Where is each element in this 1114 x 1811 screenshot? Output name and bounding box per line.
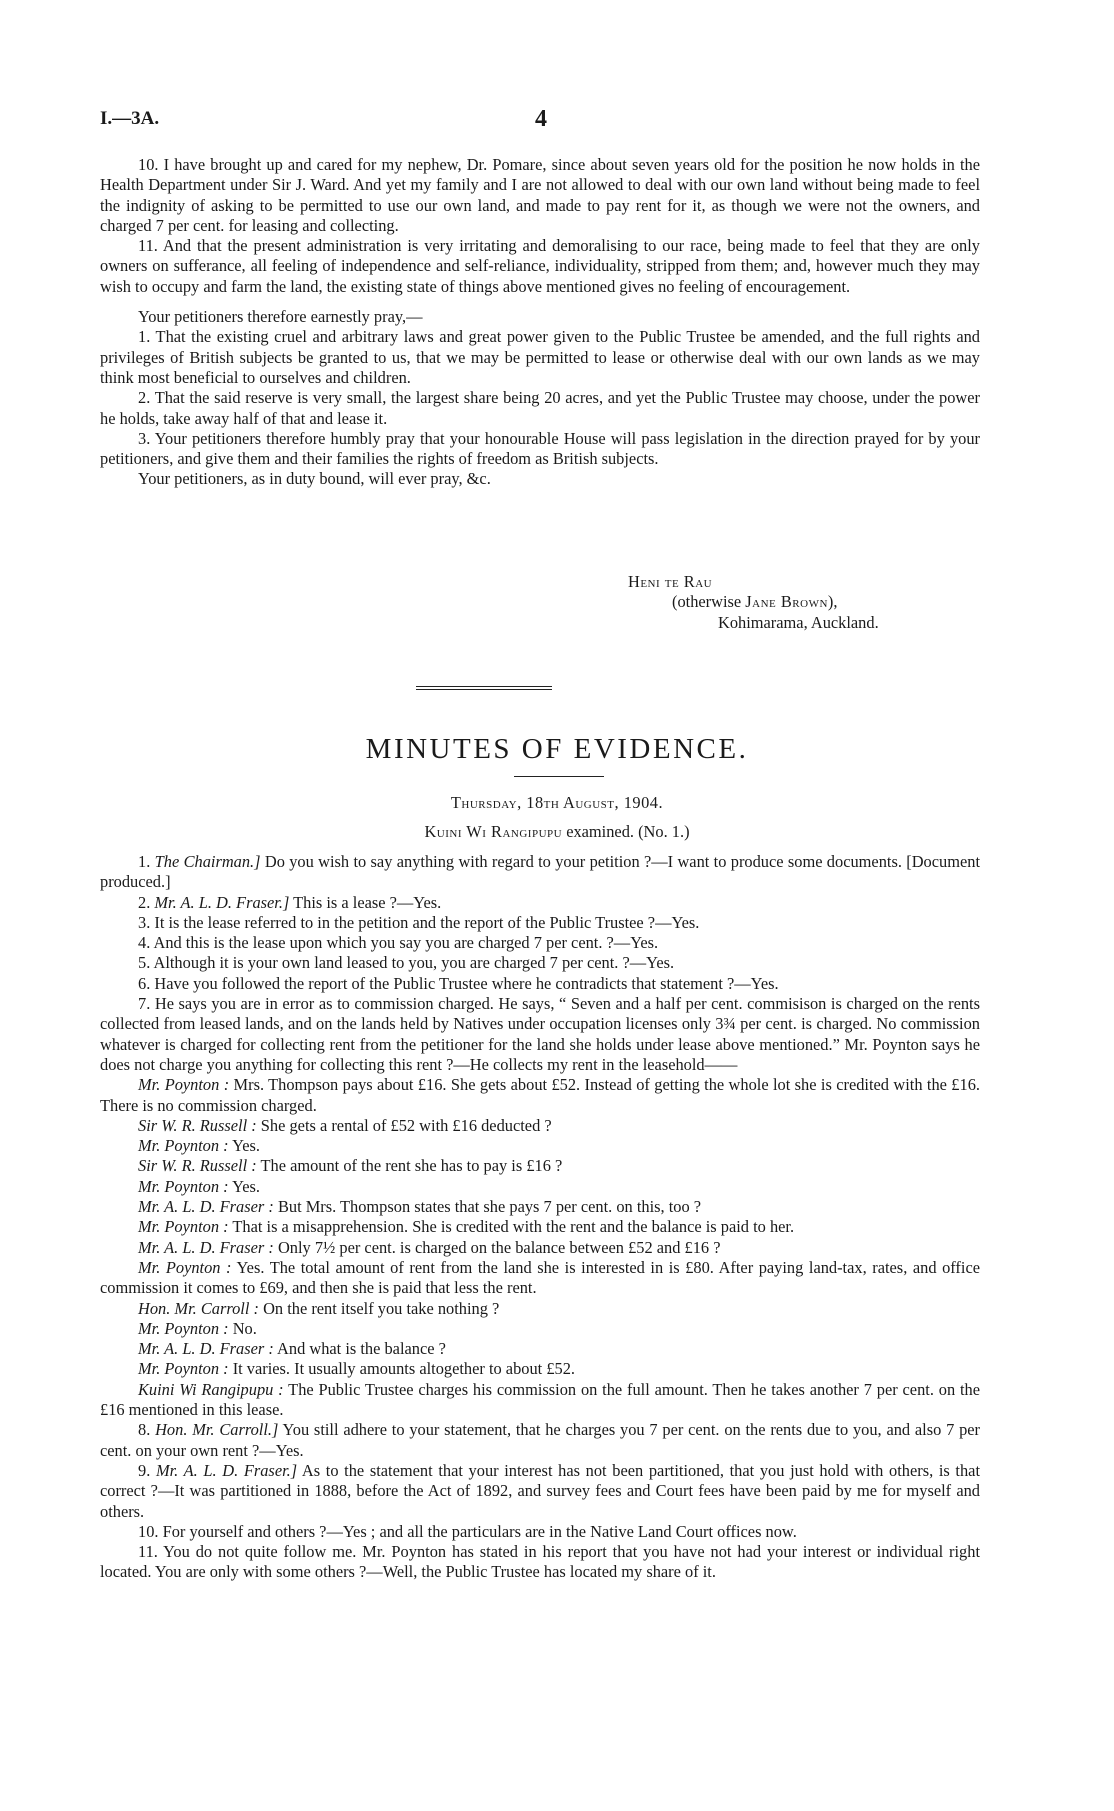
speaker-label: The Chairman.] [154,852,261,871]
speaker-label: Mr. Poynton : [138,1318,229,1338]
evidence-line: 11. You do not quite follow me. Mr. Poynton has stated in his report that you have not had your interest or individual right located. You are only with some others ?—Well, the Public Trustee has located my share of it. [100,1542,980,1582]
petition-paragraph-10: 10. I have brought up and cared for my nephew, Dr. Pomare, since about seven years old for the position he now holds in the Health Department under Sir J. Ward. And yet my family and I are not allowed to deal with our own land without being made to feel the indignity of asking to be permitted to use our own land, and made to pay rent for it, as though we were not the owners, and charged 7 per cent. for leasing and collecting. [100,155,980,235]
title-underline [514,776,604,777]
evidence-line: Sir W. R. Russell : She gets a rental of £52 with £16 deducted ? [138,1115,552,1135]
signatory-place: Kohimarama, Auckland. [718,612,879,632]
speaker-label: Kuini Wi Rangipupu : [138,1379,284,1399]
speaker-label: Mr. Poynton : [138,1075,230,1095]
evidence-line: Mr. Poynton : Mrs. Thompson pays about £16. She gets about £52. Instead of getting the whole lot she is credited with the £16. There is no commission charged. [100,1075,980,1115]
evidence-line: Mr. Poynton : That is a misapprehension. She is credited with the rent and the balance is paid to her. [138,1217,795,1237]
speaker-label: Mr. A. L. D. Fraser : [138,1339,274,1359]
speaker-label: Mr. Poynton : [138,1217,229,1237]
evidence-line: 6. Have you followed the report of the Public Trustee where he contradicts that statement ?—Yes. [138,973,779,993]
page-header [100,108,1014,138]
page-number: 4 [535,106,547,132]
evidence-body [100,852,980,1583]
section-title: MINUTES OF EVIDENCE. [365,733,749,765]
evidence-line: Mr. Poynton : Yes. The total amount of rent from the land she is interested in is £80. After paying land-tax, rates, and office commission it comes to £69, and then she is paid that less the rent. [100,1257,980,1298]
evidence-line: Hon. Mr. Carroll : On the rent itself you take nothing ? [138,1298,500,1318]
speaker-label: Mr. Poynton : [138,1359,229,1379]
evidence-line: Mr. A. L. D. Fraser : Only 7½ per cent. is charged on the balance between £52 and £16 ? [138,1237,721,1257]
signatory-alias: (otherwise Jane Brown), [672,592,838,612]
evidence-line: 9. Mr. A. L. D. Fraser.] As to the statement that your interest has not been partitioned, that you just hold with others, is that correct ?—It was partitioned in 1888, before the Act of 1892, and survey fees and Court fees have been paid by me for myself and others. [100,1460,980,1521]
speaker-label: Mr. A. L. D. Fraser : [138,1197,274,1217]
speaker-label: Mr. A. L. D. Fraser.] [154,892,290,912]
evidence-line: 8. Hon. Mr. Carroll.] You still adhere to your statement, that he charges you 7 per cent. on the rents due to you, and also 7 per cent. on your own rent ?—Yes. [100,1420,981,1460]
speaker-label: Hon. Mr. Carroll.] [155,1420,279,1440]
section-divider [416,686,552,692]
document-reference: I.—3A. [100,108,160,129]
prayer-item-1: 1. That the existing cruel and arbitrary laws and great power given to the Public Trustee be amended, and the full rights and privileges of British subjects be granted to us, that we may be permitted to lease or otherwise deal with our own lands as we may think most beneficial to ourselves and children. [100,327,980,387]
prayer-item-3: 3. Your petitioners therefore humbly pray that your honourable House will pass legislation in the direction prayed for by your petitioners, and give them and their families the rights of freedom as British subjects. [100,428,980,469]
speaker-label: Mr. Poynton : [138,1257,232,1277]
session-date: Thursday, 18th August, 1904. [450,793,664,812]
evidence-line: 10. For yourself and others ?—Yes ; and all the particulars are in the Native Land Court offices now. [138,1521,797,1541]
prayer-intro: Your petitioners therefore earnestly pray,— [138,307,423,327]
speaker-label: Mr. A. L. D. Fraser : [138,1237,274,1257]
prayer-item-2: 2. That the said reserve is very small, the largest share being 20 acres, and yet the Public Trustee may choose, under the power he holds, take away half of that and lease it. [100,388,980,428]
speaker-label: Mr. A. L. D. Fraser.] [155,1460,298,1480]
closing-line: Your petitioners, as in duty bound, will ever pray, &c. [138,469,491,489]
speaker-label: Sir W. R. Russell : [138,1115,257,1135]
speaker-label: Hon. Mr. Carroll : [138,1298,259,1318]
signature-block [100,572,980,633]
signatory-name: Heni te Rau [628,572,713,591]
witness-heading: Kuini Wi Rangipupu examined. (No. 1.) [424,822,690,841]
petition-paragraph-11: 11. And that the present administration is very irritating and demoralising to our race, being made to feel that they are only owners on sufferance, all feeling of independence and self-reliance, individuality, stripped from them; and, however much they may wish to occupy and farm the land, the existing state of things above mentioned gives no feeling of encouragement. [100,236,980,296]
petition-body [100,155,980,490]
evidence-line: Mr. Poynton : It varies. It usually amounts altogether to about £52. [138,1359,575,1379]
evidence-line: 1. The Chairman.] Do you wish to say anything with regard to your petition ?—I want to produce some documents. [Document produced.] [100,852,980,892]
evidence-line: Sir W. R. Russell : The amount of the rent she has to pay is £16 ? [138,1156,563,1176]
evidence-line: Mr. A. L. D. Fraser : And what is the balance ? [138,1339,446,1359]
evidence-line: Mr. Poynton : Yes. [138,1136,261,1156]
speaker-label: Mr. Poynton : [138,1136,229,1156]
evidence-line: Mr. A. L. D. Fraser : But Mrs. Thompson states that she pays 7 per cent. on this, too ? [138,1197,702,1217]
evidence-line: Kuini Wi Rangipupu : The Public Trustee charges his commission on the full amount. Then he takes another 7 per cent. on the £16 mentioned in this lease. [100,1379,980,1420]
evidence-line: 4. And this is the lease upon which you say you are charged 7 per cent. ?—Yes. [138,933,659,953]
evidence-line: 2. Mr. A. L. D. Fraser.] This is a lease ?—Yes. [138,892,442,912]
speaker-label: Sir W. R. Russell : [138,1156,257,1176]
evidence-line: 5. Although it is your own land leased to you, you are charged 7 per cent. ?—Yes. [138,953,675,973]
evidence-line: Mr. Poynton : Yes. [138,1176,261,1196]
evidence-line: 3. It is the lease referred to in the petition and the report of the Public Trustee ?—Yes. [138,912,700,932]
evidence-line: 7. He says you are in error as to commission charged. He says, “ Seven and a half per cent. commisison is charged on the rents collected from leased lands, and on the lands held by Natives under occupation licenses only 3¾ per cent. is charged. No commission whatever is charged for collecting rent from the petitioner for the land she holds under lease above mentioned.” Mr. Poynton says he does not charge you anything for collecting this rent ?—He collects my rent in the leasehold—— [100,994,980,1074]
speaker-label: Mr. Poynton : [138,1176,229,1196]
evidence-line: Mr. Poynton : No. [138,1318,257,1338]
